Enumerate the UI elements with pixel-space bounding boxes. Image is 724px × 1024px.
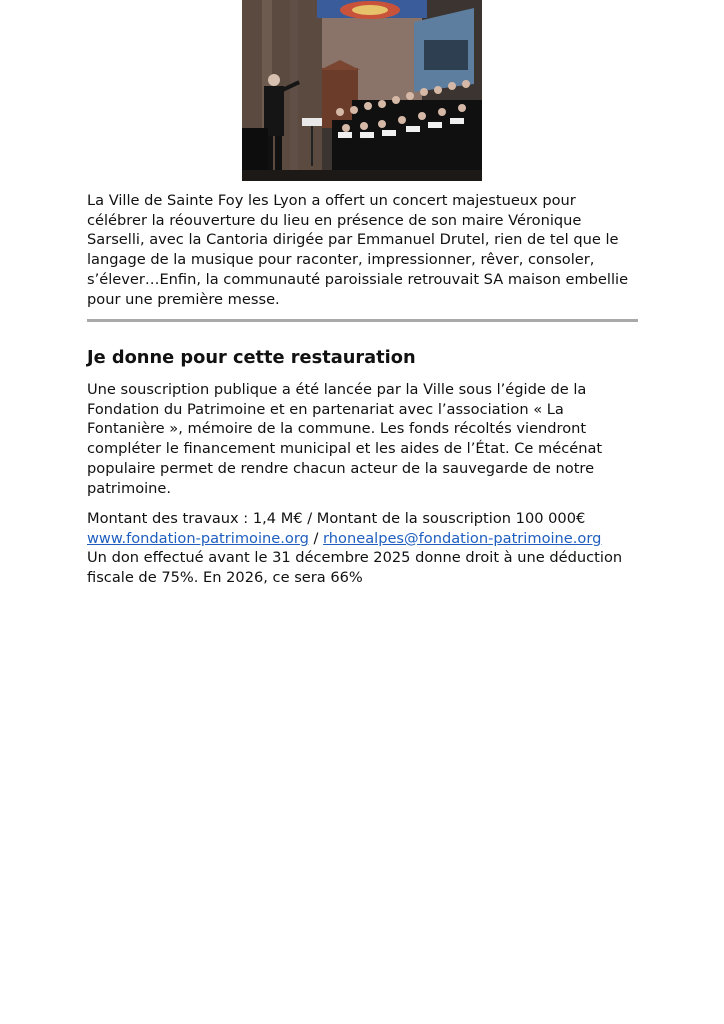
section-heading: Je donne pour cette restauration — [87, 347, 416, 368]
concert-choir-photo-icon — [242, 0, 482, 181]
email-link[interactable]: rhonealpes@fondation-patrimoine.org — [323, 529, 602, 547]
link-separator: / — [308, 529, 324, 547]
donation-details — [87, 509, 639, 588]
concert-photo — [242, 0, 482, 181]
tax-note: Un don effectué avant le 31 décembre 2025 donne droit à une déduction fiscale de 75%. En 2026, ce sera 66% — [87, 549, 623, 587]
intro-text: La Ville de Sainte Foy les Lyon a offert un concert majestueux pour célébrer la réouverture du lieu en présence de son maire Véronique Sarselli, avec la Cantoria dirigée par Emmanuel Drutel, rien de tel que le langage de la musique pour raconter, impressionner, rêver, consoler, s’élever…Enfin, la communauté paroissiale retrouvait SA maison embellie pour une première messe. — [87, 192, 629, 308]
section-divider — [87, 319, 638, 322]
intro-paragraph — [87, 191, 639, 309]
links-line — [87, 529, 639, 549]
subscription-text: Une souscription publique a été lancée par la Ville sous l’égide de la Fondation du Patrimoine et en partenariat avec l’association « La Fontanière », mémoire de la commune. Les fonds récoltés viendront compléter le financement municipal et les aides de l’État. Ce mécénat populaire permet de rendre chacun acteur de la sauvegarde de notre patrimoine. — [87, 381, 603, 497]
website-link[interactable]: www.fondation-patrimoine.org — [87, 529, 309, 547]
amounts-text: Montant des travaux : 1,4 M€ / Montant de la souscription 100 000€ — [87, 510, 586, 527]
subscription-paragraph — [87, 380, 639, 498]
